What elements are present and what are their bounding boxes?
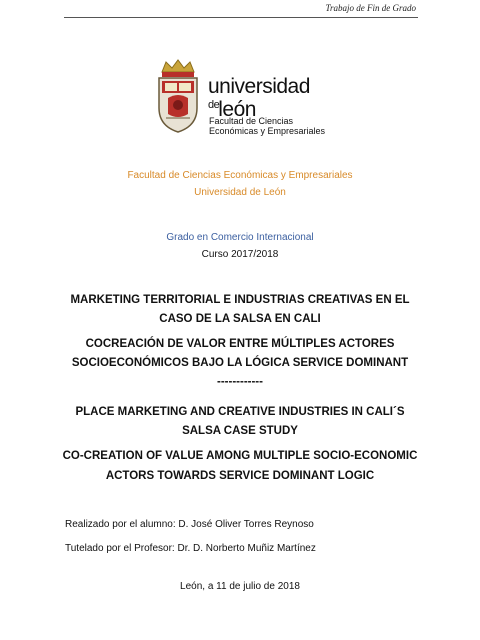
logo-wordmark-universidad: universidad: [208, 75, 310, 98]
title-separator: ------------: [217, 376, 263, 388]
university-name: Universidad de León: [194, 187, 286, 198]
faculty-name: Facultad de Ciencias Económicas y Empresariales: [127, 170, 353, 181]
title-en-line2: SALSA CASE STUDY: [182, 425, 298, 437]
date-line: León, a 11 de julio de 2018: [180, 581, 300, 592]
tutor-line: Tutelado por el Profesor: Dr. D. Norberto Muñiz Martínez: [65, 543, 316, 554]
subtitle-en-line2: ACTORS TOWARDS SERVICE DOMINANT LOGIC: [105, 470, 375, 482]
course-year: Curso 2017/2018: [201, 249, 279, 260]
logo-leon: león: [218, 98, 256, 121]
logo-faculty-line2: Económicas y Empresariales: [209, 126, 326, 136]
logo-faculty: [209, 116, 325, 136]
university-crest-icon: [156, 58, 200, 134]
logo-de: de: [208, 99, 220, 111]
author-line: Realizado por el alumno: D. José Oliver Torres Reynoso: [65, 519, 314, 530]
degree-name: Grado en Comercio Internacional: [166, 232, 314, 243]
title-es-line2: CASO DE LA SALSA EN CALI: [159, 313, 321, 325]
subtitle-es-line2: SOCIOECONÓMICOS BAJO LA LÓGICA SERVICE DOMINANT: [71, 357, 409, 369]
subtitle-en-line1: CO-CREATION OF VALUE AMONG MULTIPLE SOCIO-ECONOMIC: [62, 450, 418, 462]
subtitle-es-line1: COCREACIÓN DE VALOR ENTRE MÚLTIPLES ACTORES: [85, 338, 395, 350]
header-rule: [64, 17, 418, 18]
title-en-line1: PLACE MARKETING AND CREATIVE INDUSTRIES IN CALI´S: [75, 406, 405, 418]
title-es-line1: MARKETING TERRITORIAL E INDUSTRIAS CREATIVAS EN EL: [70, 294, 410, 306]
logo-faculty-line1: Facultad de Ciencias: [209, 116, 294, 126]
running-header: Trabajo de Fin de Grado: [325, 3, 416, 13]
